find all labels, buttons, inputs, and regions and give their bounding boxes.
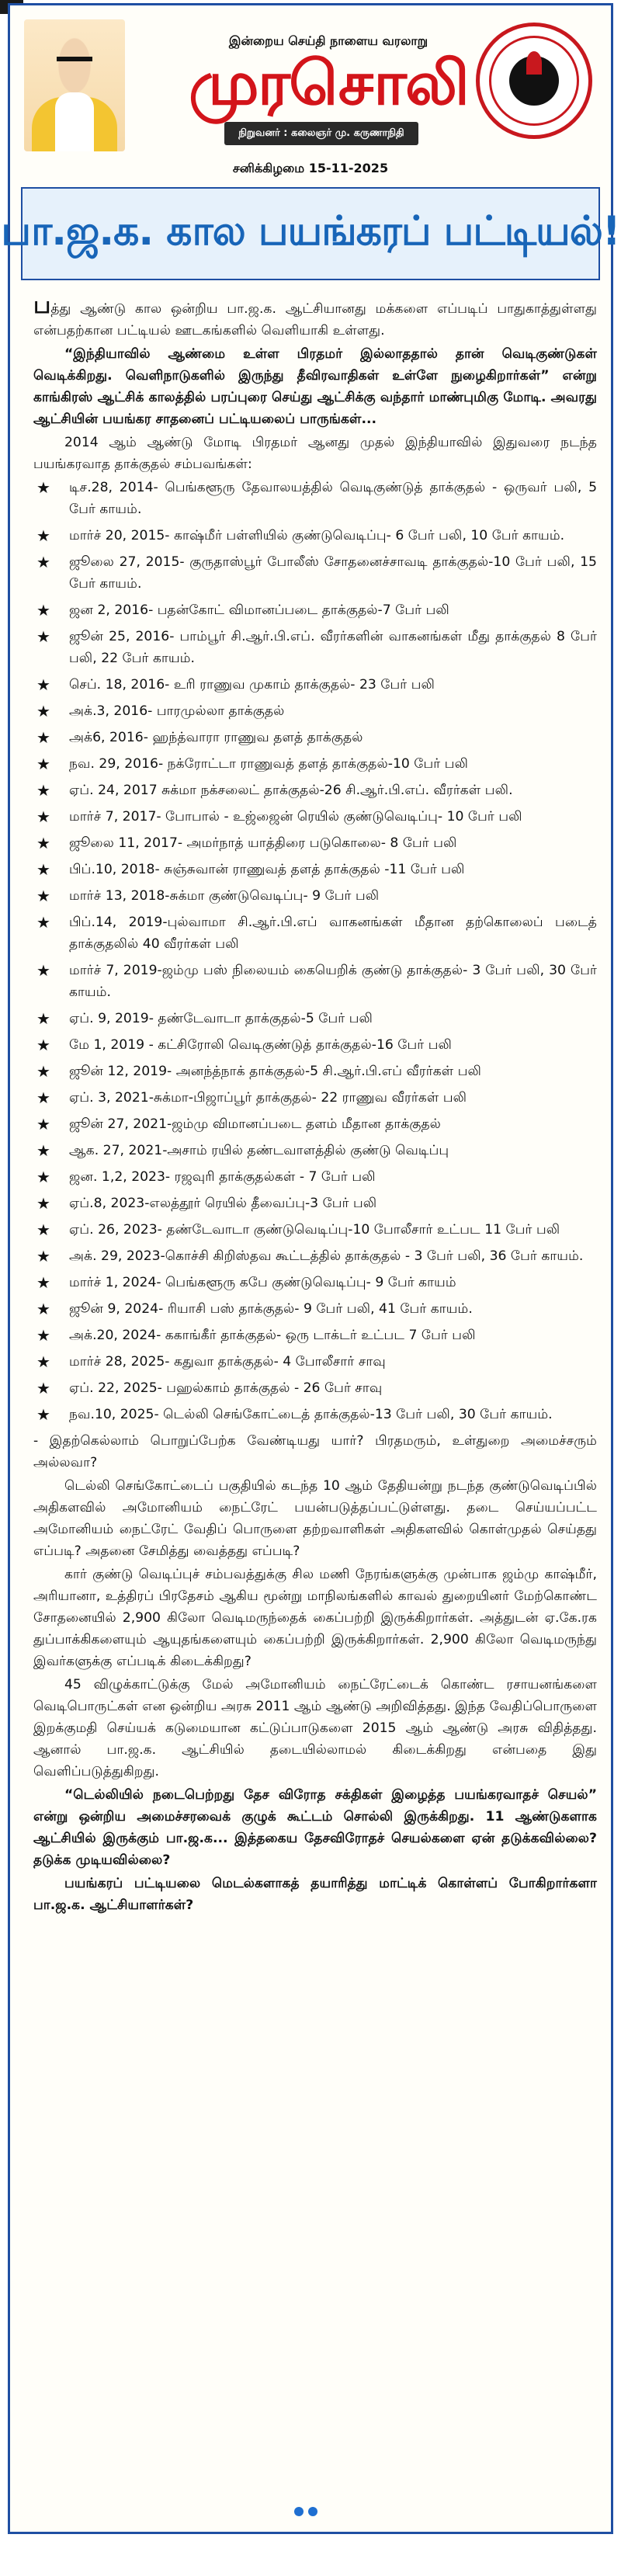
incident-text: ஏப். 3, 2021-சுக்மா-பிஜாப்பூர் தாக்குதல்- 22 ராணுவ வீரர்கள் பலி [69, 1090, 467, 1106]
incident-item [33, 1272, 597, 1293]
incident-text: ஜூன் 27, 2021-ஜம்மு விமானப்படை தளம் மீதான தாக்குதல் [69, 1116, 441, 1132]
incident-item [33, 832, 597, 854]
incident-text: அக். 29, 2023-கொச்சி கிறிஸ்தவ கூட்டத்தில் தாக்குதல் - 3 பேர் பலி, 36 பேர் காயம். [69, 1248, 584, 1264]
portrait-shirt [55, 92, 94, 151]
incident-item [33, 1404, 597, 1425]
incident-text: ஏப். 26, 2023- தண்டேவாடா குண்டுவெடிப்பு-10 போலீசார் உட்பட 11 பேர் பலி [69, 1222, 560, 1238]
star-icon: ★ [36, 1352, 50, 1371]
incident-item [33, 911, 597, 955]
incident-text: ஏப். 9, 2019- தண்டேவாடா தாக்குதல்-5 பேர் பலி [69, 1011, 373, 1026]
incident-text: பிப்.10, 2018- சுஞ்சுவான் ராணுவத் தளத் தாக்குதல் -11 பேர் பலி [69, 862, 465, 877]
incident-item [33, 885, 597, 907]
incident-item [33, 859, 597, 880]
star-icon: ★ [36, 675, 50, 694]
incident-text: நவ. 29, 2016- நக்ரோட்டா ராணுவத் தளத் தாக்குதல்-10 பேர் பலி [69, 756, 469, 772]
incident-item [33, 477, 597, 520]
incident-item [33, 1166, 597, 1188]
incident-item [33, 1351, 597, 1373]
intro-quote: “இந்தியாவில் ஆண்மை உள்ள பிரதமர் இல்லாததால் தான் வெடிகுண்டுகள் வெடிக்கிறது. வெளிநாடுகளில் இருந்து தீவிரவாதிகள் உள்ளே நுழைகிறார்கள்” என்று காங்கிரஸ் ஆட்சிக் காலத்தில் பரப்புரை செய்து ஆட்சிக்கு வந்தார் மாண்புமிகு மோடி. அவரது ஆட்சியின் பயங்கர சாதனைப் பட்டியலைப் பாருங்கள்... [33, 346, 597, 427]
page-dot [294, 2507, 304, 2516]
star-icon: ★ [36, 1405, 50, 1424]
intro-paragraph [33, 294, 597, 342]
incident-item [33, 779, 597, 801]
portrait-glasses [57, 57, 92, 66]
star-icon: ★ [36, 913, 50, 932]
incident-item [33, 806, 597, 828]
star-icon: ★ [36, 755, 50, 773]
incident-item [33, 1377, 597, 1399]
incident-text: ஜூன் 9, 2024- ரியாசி பஸ் தாக்குதல்- 9 பேர் பலி, 41 பேர் காயம். [69, 1301, 473, 1317]
incident-item [33, 525, 597, 547]
headline-box [1, 187, 620, 280]
dateline: சனிக்கிழமை 15-11-2025 [232, 161, 389, 175]
incident-text: மார்ச் 13, 2018-சுக்மா குண்டுவெடிப்பு- 9 பேர் பலி [69, 888, 380, 904]
star-icon: ★ [36, 781, 50, 800]
incident-item [33, 700, 597, 722]
incident-text: ஜூலை 11, 2017- அமர்நாத் யாத்திரை படுகொலை- 8 பேர் பலி [69, 835, 457, 851]
incident-item [33, 599, 597, 621]
party-seal-logo [476, 23, 592, 139]
headline: பா.ஜ.க. கால பயங்கரப் பட்டியல்! [1, 207, 620, 255]
star-icon: ★ [36, 1273, 50, 1292]
closing-statement: “டெல்லியில் நடைபெற்றது தேச விரோத சக்திகள் இழைத்த பயங்கரவாதச் செயல்” என்று ஒன்றிய அமைச்சரவைக் குழுக் கூட்டம் சொல்லி இருக்கிறது. 11 ஆண்டுகளாக ஆட்சியில் இருக்கும் பா.ஜ.க... இத்தகைய தேசவிரோதச் செயல்களை ஏன் தடுக்கவில்லை? தடுக்க முடியவில்லை? [33, 1787, 597, 1868]
star-icon: ★ [36, 553, 50, 571]
founder-portrait [24, 19, 125, 151]
star-icon: ★ [36, 627, 50, 646]
star-icon: ★ [36, 1062, 50, 1081]
incident-item [33, 1324, 597, 1346]
incident-text: மார்ச் 28, 2025- கதுவா தாக்குதல்- 4 போலீசார் சாவு [69, 1354, 386, 1370]
article-body [33, 294, 597, 1918]
star-icon: ★ [36, 1009, 50, 1028]
incident-item [33, 1298, 597, 1320]
newspaper-page [1, 3, 620, 2534]
incident-text: அக்.3, 2016- பாரமுல்லா தாக்குதல் [69, 703, 285, 719]
incident-text: மார்ச் 7, 2019-ஜம்மு பஸ் நிலையம் கையெறிக் குண்டு தாக்குதல்- 3 பேர் பலி, 30 பேர் காயம். [69, 963, 597, 1000]
incident-item [33, 1140, 597, 1161]
star-icon: ★ [36, 834, 50, 852]
star-icon: ★ [36, 1088, 50, 1107]
drop-cap: ப [33, 292, 51, 319]
star-icon: ★ [36, 1247, 50, 1265]
responsibility-question: - இதற்கெல்லாம் பொறுப்பேற்க வேண்டியது யார்? பிரதமரும், உள்துறை அமைச்சரும் அல்லவா? [33, 1433, 597, 1470]
incident-item [33, 1245, 597, 1267]
incident-item [33, 727, 597, 748]
incident-text: மே 1, 2019 - கட்சிரோலி வெடிகுண்டுத் தாக்குதல்-16 பேர் பலி [69, 1037, 453, 1053]
incident-text: ஏப். 22, 2025- பஹல்காம் தாக்குதல் - 26 பேர் சாவு [69, 1380, 383, 1396]
incident-item [33, 551, 597, 595]
star-icon: ★ [36, 1379, 50, 1397]
incident-text: ஜன 2, 2016- பதன்கோட் விமானப்படை தாக்குதல்-7 பேர் பலி [69, 602, 449, 618]
star-icon: ★ [36, 961, 50, 980]
page-dot [308, 2507, 317, 2516]
paragraph-seizure: கார் குண்டு வெடிப்புச் சம்பவத்துக்கு சில மணி நேரங்களுக்கு முன்பாக ஜம்மு காஷ்மீர், அரியானா, உத்திரப் பிரதேசம் ஆகிய மூன்று மாநிலங்களில் காவல் துறையினர் மேற்கொண்ட சோதனையில் 2,900 கிலோ வெடிமருந்தைக் கைப்பற்றி இருக்கிறார்கள். அத்துடன் ஏ.கே.ரக துப்பாக்கிகளையும் ஆயுதங்களையும் கைப்பற்றி இருக்கிறார்கள். 2,900 கிலோ வெடிமருந்து இவர்களுக்கு எப்படிக் கிடைக்கிறது? [33, 1567, 597, 1669]
star-icon: ★ [36, 526, 50, 545]
closing-question: பயங்கரப் பட்டியலை மெடல்களாகத் தயாரித்து மாட்டிக் கொள்ளப் போகிறார்களா பா.ஜ.க. ஆட்சியாளர்கள்? [33, 1876, 597, 1913]
incident-text: ஆக. 27, 2021-அசாம் ரயில் தண்டவாளத்தில் குண்டு வெடிப்பு [69, 1143, 449, 1158]
star-icon: ★ [36, 601, 50, 620]
incident-text: மார்ச் 20, 2015- காஷ்மீர் பள்ளியில் குண்டுவெடிப்பு- 6 பேர் பலி, 10 பேர் காயம். [69, 528, 565, 543]
incident-text: நவ.10, 2025- டெல்லி செங்கோட்டைத் தாக்குதல்-13 பேர் பலி, 30 பேர் காயம். [69, 1407, 553, 1422]
incident-item [33, 1219, 597, 1241]
star-icon: ★ [36, 1168, 50, 1186]
incident-item [33, 753, 597, 775]
incident-text: மார்ச் 1, 2024- பெங்களூரு கபே குண்டுவெடிப்பு- 9 பேர் காயம் [69, 1275, 456, 1290]
star-icon: ★ [36, 1036, 50, 1054]
seal-emblem [509, 56, 559, 106]
incident-item [33, 960, 597, 1003]
star-icon: ★ [36, 1115, 50, 1134]
incident-list [33, 477, 597, 1425]
star-icon: ★ [36, 1194, 50, 1213]
star-icon: ★ [36, 1326, 50, 1345]
star-icon: ★ [36, 728, 50, 747]
incident-item [33, 626, 597, 669]
incident-text: மார்ச் 7, 2017- போபால் - உஜ்ஜைன் ரெயில் குண்டுவெடிப்பு- 10 பேர் பலி [69, 809, 522, 825]
masthead-title: முரசொலி [188, 49, 469, 119]
incident-item [33, 1087, 597, 1109]
masthead-tagline: இன்றைய செய்தி நாளைய வரலாறு [228, 33, 428, 48]
incident-text: ஏப். 24, 2017 சுக்மா நக்சலைட் தாக்குதல்-26 சி.ஆர்.பி.எப். வீரர்கள் பலி. [69, 783, 513, 798]
incident-text: ஜன. 1,2, 2023- ரஜவுரி தாக்குதல்கள் - 7 பேர் பலி [69, 1169, 376, 1185]
incident-text: அக்6, 2016- ஹந்த்வாரா ராணுவ தளத் தாக்குதல் [69, 730, 363, 745]
incident-text: ஜூன் 25, 2016- பாம்பூர் சி.ஆர்.பி.எப். வீரர்களின் வாகனங்கள் மீது தாக்குதல் 8 பேர் பலி, 22 பேர் காயம். [69, 629, 597, 666]
star-icon: ★ [36, 702, 50, 720]
incident-text: செப். 18, 2016- உரி ராணுவ முகாம் தாக்குதல்- 23 பேர் பலி [69, 677, 435, 693]
star-icon: ★ [36, 1141, 50, 1160]
intro-text: த்து ஆண்டு கால ஒன்றிய பா.ஜ.க. ஆட்சியானது மக்களை எப்படிப் பாதுகாத்துள்ளது என்பதற்கான பட்டியல் ஊடகங்களில் வெளியாகி உள்ளது. [33, 301, 597, 338]
incident-text: டிச.28, 2014- பெங்களூரு தேவாலயத்தில் வெடிகுண்டுத் தாக்குதல் - ஒருவர் பலி, 5 பேர் காயம். [69, 480, 597, 517]
incident-text: ஜூன் 12, 2019- அனந்த்நாக் தாக்குதல்-5 சி.ஆர்.பி.எப் வீரர்கள் பலி [69, 1064, 482, 1079]
star-icon: ★ [36, 478, 50, 497]
founder-credit: நிறுவனர் : கலைஞர் மு. கருணாநிதி [224, 122, 418, 145]
paragraph-delhi: டெல்லி செங்கோட்டைப் பகுதியில் கடந்த 10 ஆம் தேதியன்று நடந்த குண்டுவெடிப்பில் அதிகளவில் அமோனியம் நைட்ரேட் பயன்படுத்தப்பட்டுள்ளது. தடை செய்யப்பட்ட அமோனியம் நைட்ரேட் வேதிப் பொருளை தற்றவாளிகள் அதிகளவில் கொள்முதல் செய்தது எப்படி? அதனை சேமித்து வைத்தது எப்படி? [33, 1478, 597, 1559]
incident-item [33, 1061, 597, 1082]
star-icon: ★ [36, 1300, 50, 1318]
incident-item [33, 1113, 597, 1135]
incident-item [33, 674, 597, 696]
paragraph-ammonium: 45 விழுக்காட்டுக்கு மேல் அமோனியம் நைட்ரேட்டைக் கொண்ட ரசாயனங்களை வெடிபொருட்கள் என ஒன்றிய அரசு 2011 ஆம் ஆண்டு அறிவித்தது. இந்த வேதிப்பொருளை இறக்குமதி செய்யக் கடுமையான கட்டுப்பாடுகளை 2015 ஆம் ஆண்டு அரசு விதித்தது. ஆனால் பா.ஜ.க. ஆட்சியில் தடையில்லாமல் கிடைக்கிறது என்பதை இது வெளிப்படுத்துகிறது. [33, 1677, 597, 1779]
page-dots [294, 2507, 317, 2516]
incident-text: அக்.20, 2024- ககாங்கீர் தாக்குதல்- ஒரு டாக்டர் உட்பட 7 பேர் பலி [69, 1328, 476, 1343]
incident-item [33, 1034, 597, 1056]
star-icon: ★ [36, 887, 50, 905]
masthead [10, 5, 611, 161]
star-icon: ★ [36, 807, 50, 826]
star-icon: ★ [36, 860, 50, 879]
incident-item [33, 1193, 597, 1214]
list-intro: 2014 ஆம் ஆண்டு மோடி பிரதமர் ஆனது முதல் இந்தியாவில் இதுவரை நடந்த பயங்கரவாத தாக்குதல் சம்பவங்கள்: [33, 435, 597, 472]
incident-text: ஜூலை 27, 2015- குருதாஸ்பூர் போலீஸ் சோதனைச்சாவடி தாக்குதல்-10 பேர் பலி, 15 பேர் காயம். [69, 554, 597, 592]
incident-text: ஏப்.8, 2023-எலத்தூர் ரெயில் தீவைப்பு-3 பேர் பலி [69, 1196, 377, 1211]
star-icon: ★ [36, 1220, 50, 1239]
incident-text: பிப்.14, 2019-புல்வாமா சி.ஆர்.பி.எப் வாகனங்கள் மீதான தற்கொலைப் படைத் தாக்குதலில் 40 வீரர்கள் பலி [69, 915, 597, 952]
incident-item [33, 1008, 597, 1029]
